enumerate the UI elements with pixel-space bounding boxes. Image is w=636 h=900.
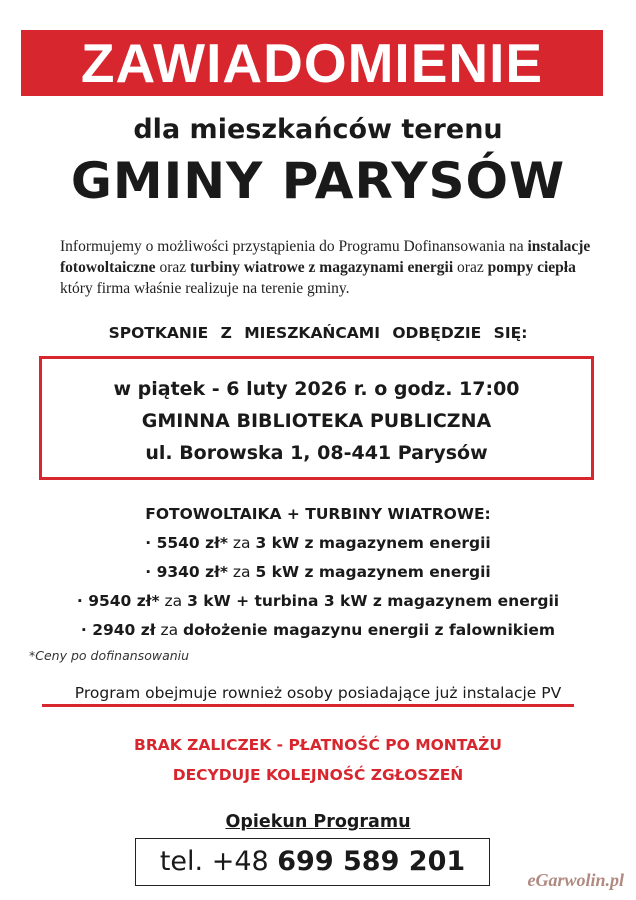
intro-paragraph bbox=[60, 236, 600, 299]
offer-price: · 2940 zł bbox=[80, 621, 156, 639]
phone-prefix: tel. +48 bbox=[159, 846, 278, 877]
offer-price: · 9540 zł* bbox=[76, 592, 160, 610]
offer-desc: 5 kW z magazynem energii bbox=[255, 563, 491, 581]
offer-section bbox=[0, 500, 636, 645]
offer-za: za bbox=[159, 592, 188, 610]
intro-text-3: oraz bbox=[453, 259, 488, 276]
pv-underline bbox=[42, 704, 574, 707]
meeting-venue: GMINNA BIBLIOTEKA PUBLICZNA bbox=[141, 410, 492, 432]
price-note: *Ceny po dofinansowaniu bbox=[29, 648, 190, 663]
offer-desc: 3 kW z magazynem energii bbox=[255, 534, 491, 552]
offer-price: · 5540 zł* bbox=[145, 534, 228, 552]
offer-za: za bbox=[227, 534, 256, 552]
contact-heading: Opiekun Programu bbox=[225, 812, 411, 832]
offer-item bbox=[0, 587, 636, 616]
offer-item bbox=[0, 529, 636, 558]
phone-number: 699 589 201 bbox=[277, 846, 466, 877]
offer-item bbox=[0, 558, 636, 587]
page-title: GMINY PARYSÓW bbox=[70, 152, 566, 210]
meeting-address: ul. Borowska 1, 08-441 Parysów bbox=[145, 442, 488, 464]
pv-notice: Program obejmuje rownież osoby posiadające już instalacje PV bbox=[74, 684, 562, 702]
offer-desc: dołożenie magazynu energii z falownikiem bbox=[183, 621, 556, 639]
offer-za: za bbox=[155, 621, 184, 639]
intro-bold-pv: instalacje fotowoltaiczne bbox=[60, 238, 591, 276]
phone-box bbox=[135, 838, 490, 886]
intro-bold-turbines: turbiny wiatrowe z magazynami energii bbox=[189, 259, 454, 276]
meeting-box bbox=[39, 356, 594, 480]
meeting-heading: SPOTKANIE Z MIESZKAŃCAMI ODBĘDZIE SIĘ: bbox=[108, 324, 528, 342]
title-banner: ZAWIADOMIENIE bbox=[21, 30, 603, 96]
condition-no-advance: BRAK ZALICZEK - PŁATNOŚĆ PO MONTAŻU bbox=[134, 736, 502, 754]
offer-desc: 3 kW + turbina 3 kW z magazynem energii bbox=[187, 592, 560, 610]
intro-text-2: oraz bbox=[155, 259, 190, 276]
subtitle: dla mieszkańców terenu bbox=[133, 114, 503, 145]
offer-heading: FOTOWOLTAIKA + TURBINY WIATROWE: bbox=[145, 505, 491, 523]
offer-za: za bbox=[227, 563, 256, 581]
watermark: eGarwolin.pl bbox=[527, 870, 624, 890]
condition-order: DECYDUJE KOLEJNOŚĆ ZGŁOSZEŃ bbox=[172, 766, 464, 784]
intro-text-4: który firma właśnie realizuje na terenie gminy. bbox=[60, 280, 350, 297]
offer-item bbox=[0, 616, 636, 645]
intro-text-1: Informujemy o możliwości przystąpienia do Programu Dofinansowania na bbox=[60, 238, 528, 255]
meeting-date: w piątek - 6 luty 2026 r. o godz. 17:00 bbox=[113, 378, 520, 400]
offer-price: · 9340 zł* bbox=[145, 563, 228, 581]
intro-bold-heatpumps: pompy ciepła bbox=[487, 259, 576, 276]
